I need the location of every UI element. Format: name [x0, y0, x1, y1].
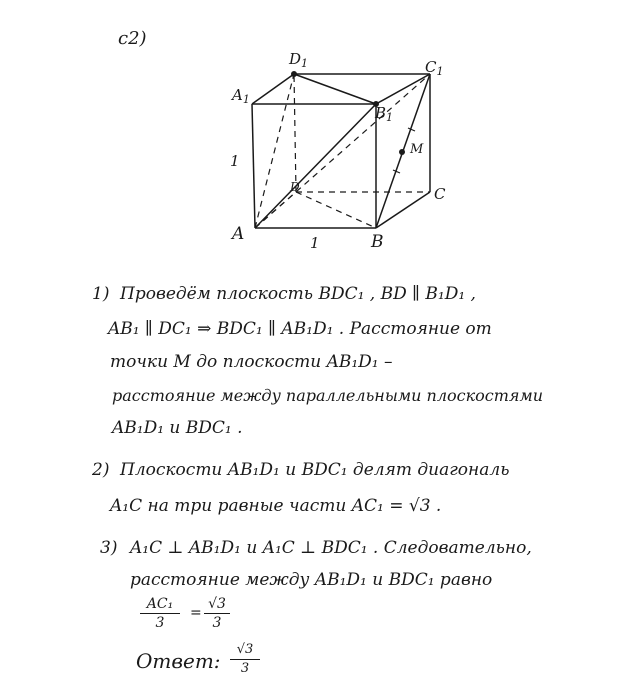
- step-1-line-5: AB₁D₁ и BDC₁ .: [112, 418, 243, 438]
- step-2-line-2: A₁C на три равные части AC₁ = √3 .: [110, 496, 442, 516]
- step-1-line-3: точки M до плоскости AB₁D₁ –: [110, 352, 393, 372]
- answer-fraction: √3 3: [230, 642, 260, 677]
- step-1-line-4: расстояние между параллельными плоскостями: [112, 386, 544, 405]
- vertex-label-A1: $A_1$: [232, 86, 250, 106]
- diag-A-B1: [255, 104, 376, 228]
- hidden-D-B: [296, 192, 376, 228]
- result-fraction-left: AC₁ 3: [140, 596, 180, 631]
- vertex-label-D: D: [290, 180, 300, 194]
- step-3-line-1: A₁C ⊥ AB₁D₁ и A₁C ⊥ BDC₁ . Следовательно,: [130, 538, 532, 558]
- result-fraction-right: √3 3: [204, 596, 230, 631]
- vertex-label-D1: $D_1$: [289, 50, 309, 70]
- result-equals: =: [190, 605, 202, 621]
- edge-A-A1: [252, 104, 255, 228]
- step-3-line-2: расстояние между AB₁D₁ и BDC₁ равно: [130, 570, 493, 590]
- problem-number: c2): [118, 28, 147, 49]
- hidden-D-D1: [294, 74, 296, 192]
- vertex-label-C: C: [434, 185, 446, 203]
- step-2-line-1: Плоскости AB₁D₁ и BDC₁ делят диагональ: [120, 460, 510, 480]
- edge-B-C: [376, 192, 430, 228]
- edge-label-vertical: 1: [230, 152, 240, 170]
- point-D1: [291, 71, 297, 77]
- step-3-number: 3): [100, 538, 118, 558]
- answer-label: Ответ:: [136, 649, 221, 673]
- step-1-line-1: Проведём плоскость BDC₁ , BD ∥ B₁D₁ ,: [120, 284, 476, 304]
- step-1-number: 1): [92, 284, 110, 304]
- vertex-label-M: M: [410, 142, 424, 157]
- vertex-label-A: A: [232, 224, 245, 244]
- vertex-label-C1: $C_1$: [425, 58, 444, 78]
- point-M: [399, 149, 405, 155]
- vertex-label-B1: $B_1$: [375, 104, 394, 124]
- edge-B1-C1: [376, 74, 430, 104]
- edge-D1-B1: [294, 74, 376, 104]
- step-2-number: 2): [92, 460, 110, 480]
- edge-label-bottom: 1: [310, 234, 320, 252]
- step-1-line-2: AB₁ ∥ DC₁ ⇒ BDC₁ ∥ AB₁D₁ . Расстояние от: [108, 319, 492, 339]
- vertex-label-B: B: [371, 232, 384, 252]
